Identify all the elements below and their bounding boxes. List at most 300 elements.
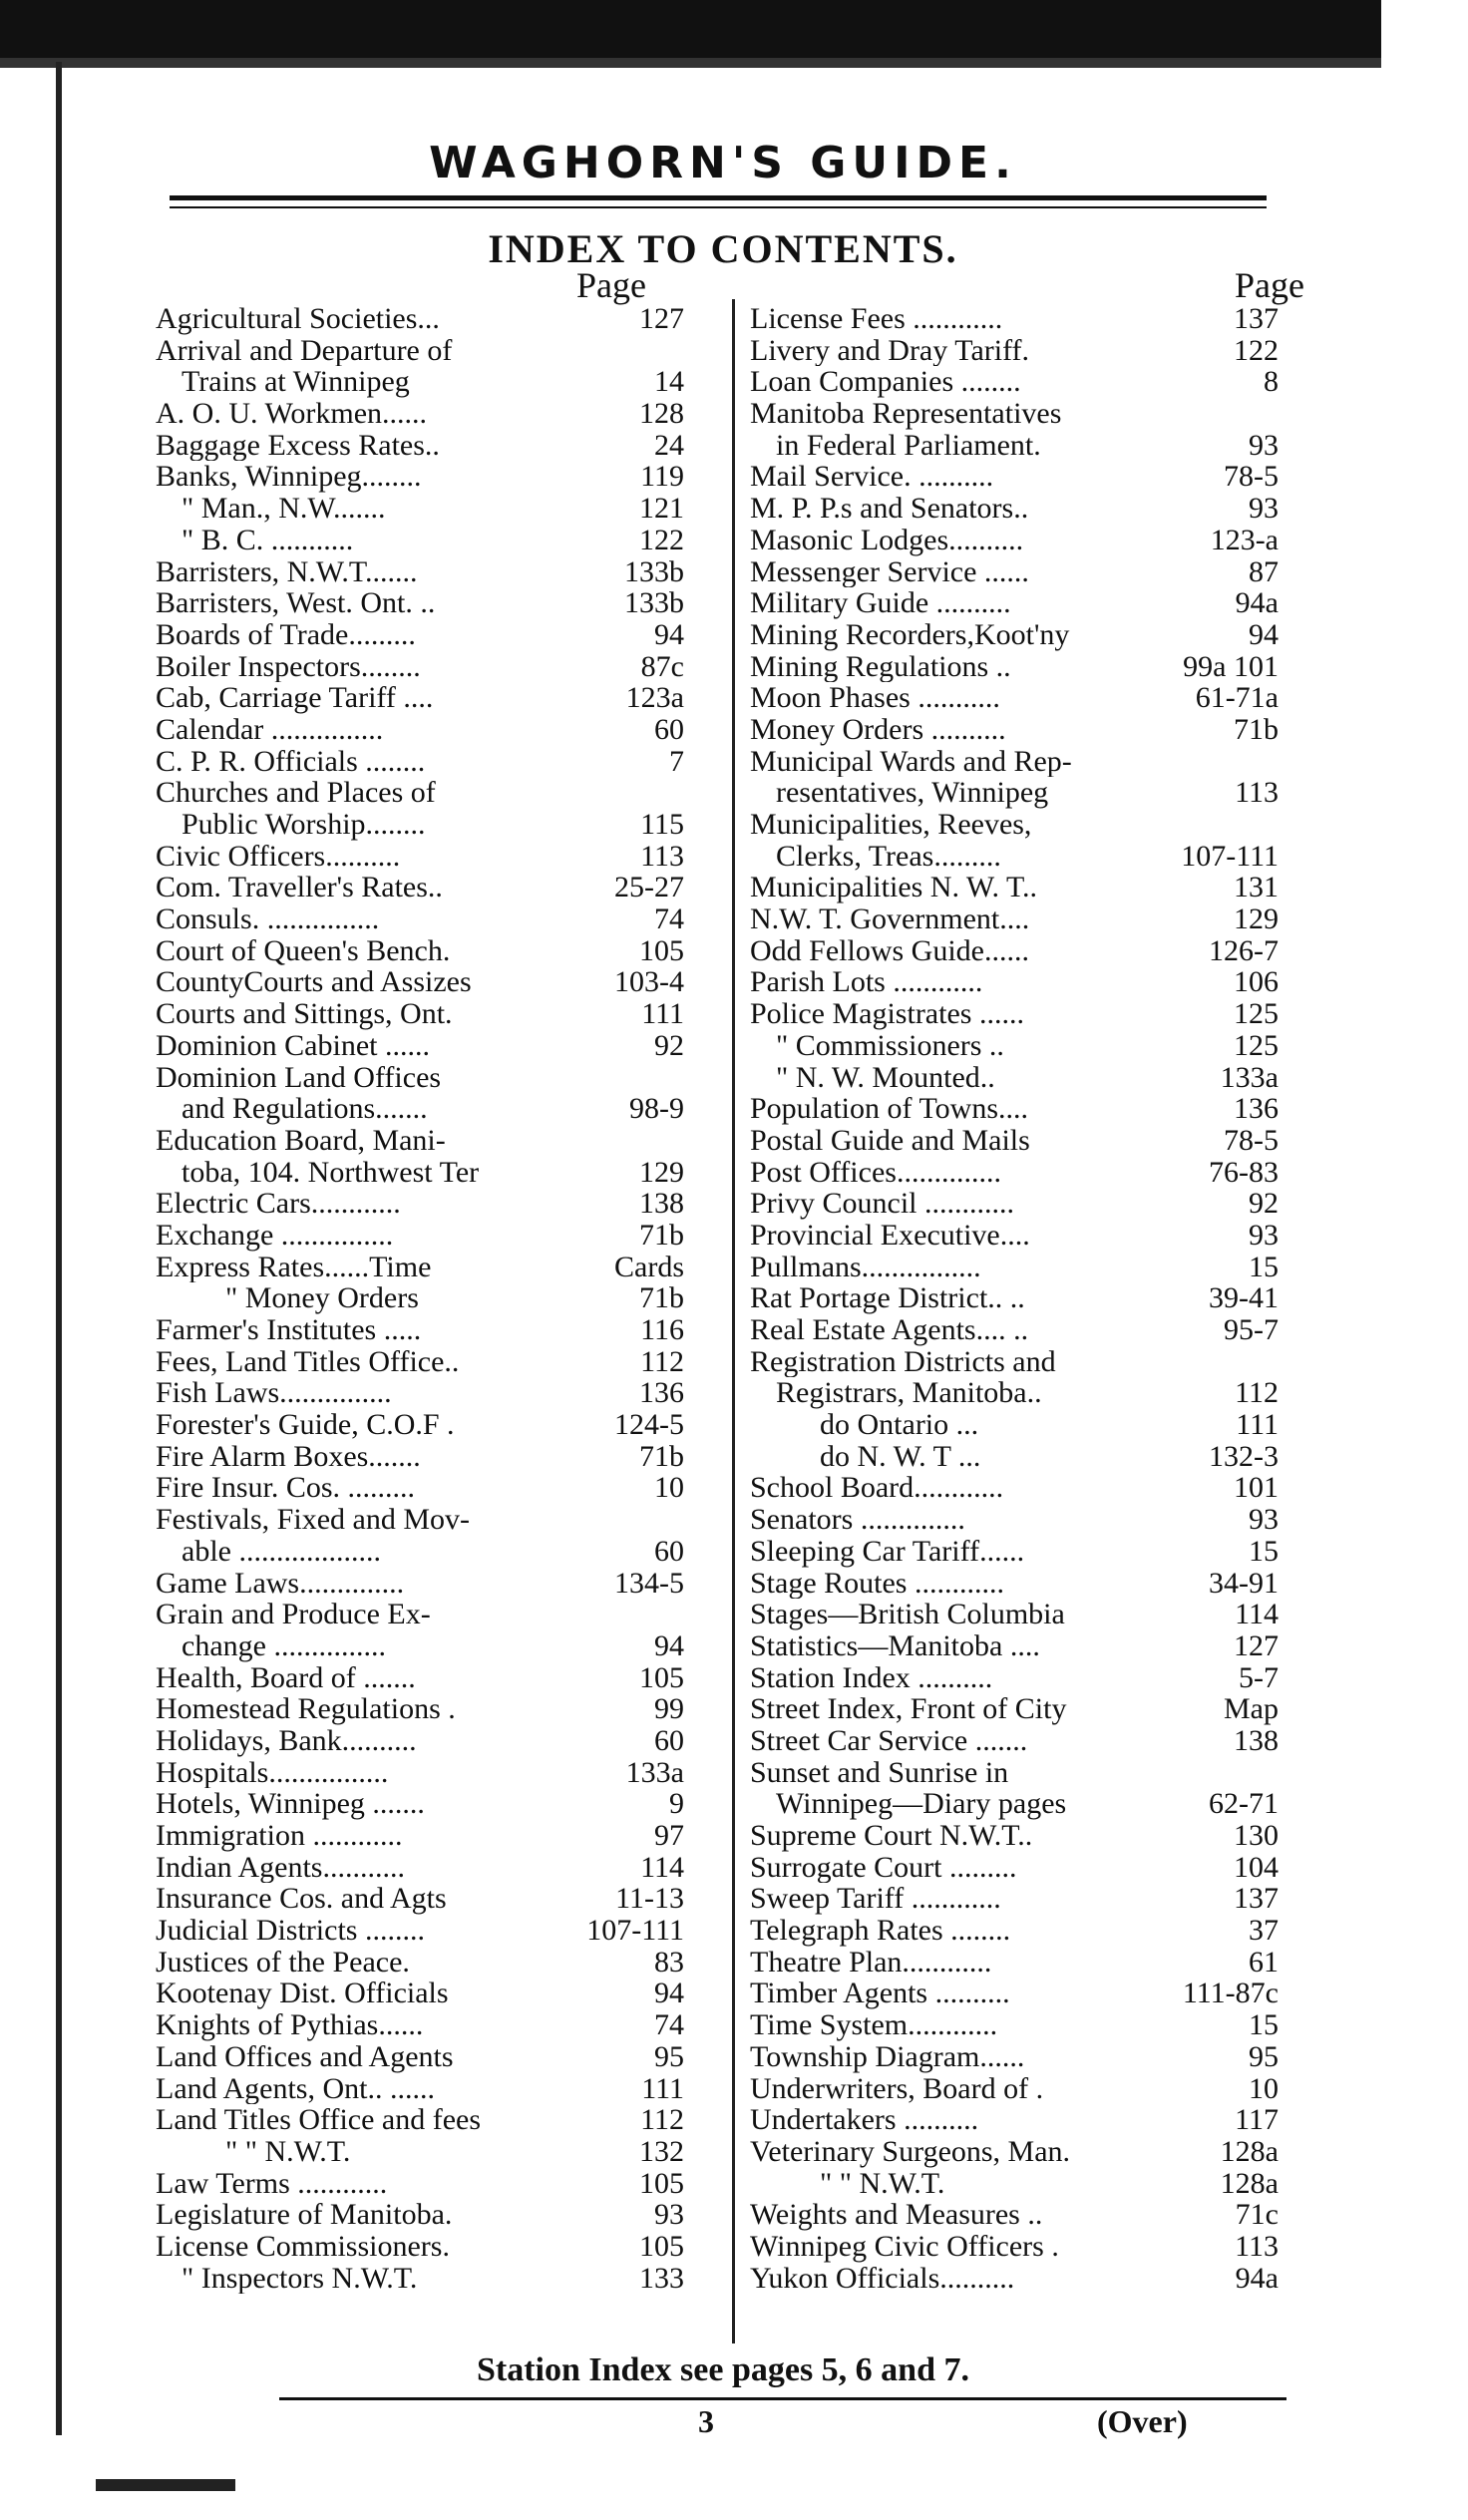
index-entry-title: change ............... — [182, 1629, 386, 1662]
index-entry-title: Winnipeg Civic Officers . — [750, 2230, 1059, 2263]
index-entry — [156, 366, 684, 398]
index-entry-page: 76-83 — [1209, 1155, 1279, 1189]
index-entry-page: 112 — [640, 2103, 684, 2137]
top-border — [0, 0, 1381, 62]
index-entry — [156, 1441, 684, 1473]
index-entry — [156, 1346, 684, 1378]
index-entry-page: 39-41 — [1209, 1281, 1279, 1315]
index-entry — [750, 2263, 1279, 2295]
index-entry — [156, 998, 684, 1030]
index-entry — [750, 1504, 1279, 1536]
index-entry-page: 93 — [1249, 1503, 1279, 1537]
index-entry-page: 123-a — [1210, 523, 1279, 556]
index-entry — [156, 1788, 684, 1820]
index-entry-page: 93 — [1249, 428, 1279, 462]
index-entry — [750, 1820, 1279, 1852]
index-entry-page: 113 — [1235, 776, 1279, 810]
index-entry-title: Rat Portage District.. .. — [750, 1282, 1025, 1314]
index-entry-page: 8 — [1264, 365, 1279, 399]
index-entry-page: Map — [1224, 1692, 1279, 1726]
index-entry-page: 121 — [639, 492, 684, 526]
index-entry-page — [678, 777, 684, 809]
index-entry-page: 122 — [1234, 333, 1279, 367]
index-entry — [156, 966, 684, 998]
index-entry-page: 132 — [639, 2134, 684, 2168]
index-entry — [750, 1062, 1279, 1094]
index-entry-title: Boards of Trade......... — [156, 618, 416, 651]
index-entry-page: 123a — [625, 681, 684, 715]
index-entry-page: 74 — [654, 2008, 684, 2042]
index-entry — [156, 2041, 684, 2073]
index-entry-title: Calendar ............... — [156, 713, 384, 746]
index-entry — [750, 1409, 1279, 1441]
index-entry-title: Mining Recorders,Koot'ny — [750, 618, 1070, 651]
index-entry-page: 114 — [640, 1850, 684, 1884]
index-entry-title: Forester's Guide, C.O.F . — [156, 1409, 455, 1441]
index-entry-title: License Commissioners. — [156, 2230, 450, 2263]
index-entry-title: Municipal Wards and Rep- — [750, 745, 1072, 778]
index-entry-page: 116 — [640, 1313, 684, 1346]
index-entry-title: Mail Service. .......... — [750, 461, 994, 494]
index-entry-page — [1273, 1346, 1279, 1378]
index-entry-title: " N. W. Mounted.. — [776, 1061, 995, 1094]
index-entry — [750, 1568, 1279, 1600]
index-entry-title: Fees, Land Titles Office.. — [156, 1345, 460, 1378]
index-entry — [156, 1282, 684, 1314]
index-entry-title: Land Offices and Agents — [156, 2040, 454, 2073]
index-entry-page: 113 — [640, 839, 684, 873]
index-entry-title: Festivals, Fixed and Mov- — [156, 1504, 470, 1536]
index-entry-page: 125 — [1234, 997, 1279, 1031]
index-entry — [156, 1252, 684, 1283]
index-entry-title: Homestead Regulations . — [156, 1693, 456, 1725]
index-entry-page: 83 — [654, 1945, 684, 1979]
index-entry-page: 9 — [669, 1787, 684, 1821]
index-entry-page: 95 — [654, 2039, 684, 2073]
index-entry — [750, 1282, 1279, 1314]
index-entry-page: 78-5 — [1224, 460, 1279, 494]
index-entry — [156, 2231, 684, 2263]
index-entry-title: Churches and Places of — [156, 777, 436, 809]
index-entry-page: 107-111 — [586, 1914, 684, 1948]
index-entry — [156, 1978, 684, 2009]
index-entry-page: 127 — [639, 302, 684, 335]
index-entry-page: 94 — [654, 617, 684, 651]
index-entry-page: 105 — [639, 933, 684, 967]
index-entry — [156, 1852, 684, 1884]
index-entry-page: 133a — [625, 1755, 684, 1789]
index-entry — [156, 1093, 684, 1125]
index-entry-title: Fire Insur. Cos. ......... — [156, 1472, 416, 1505]
index-entry — [750, 1883, 1279, 1915]
index-entry-title: Sleeping Car Tariff...... — [750, 1535, 1025, 1568]
index-entry-page: 25-27 — [614, 871, 684, 904]
index-entry — [750, 1157, 1279, 1189]
index-entry-title: Post Offices.............. — [750, 1156, 1001, 1189]
index-entry — [156, 1630, 684, 1662]
index-entry — [750, 398, 1279, 430]
index-entry-page: 127 — [1234, 1628, 1279, 1662]
index-entry — [156, 1568, 684, 1600]
index-entry-page: 34-91 — [1209, 1566, 1279, 1600]
index-entry-title: Barristers, N.W.T....... — [156, 555, 418, 588]
index-entry-title: Theatre Plan............ — [750, 1946, 992, 1979]
index-entry-title: Senators .............. — [750, 1504, 965, 1536]
index-entry — [750, 1757, 1279, 1789]
index-entry-title: Holidays, Bank.......... — [156, 1724, 417, 1757]
index-entry-title: Municipalities N. W. T.. — [750, 872, 1038, 904]
index-entry-page: 133b — [624, 586, 684, 620]
index-entry-page: 133b — [624, 554, 684, 588]
index-entry — [750, 1472, 1279, 1504]
index-entry-page: 111-87c — [1182, 1977, 1279, 2010]
index-entry — [156, 2009, 684, 2041]
index-entry — [156, 2136, 684, 2168]
title-rule-thick — [170, 195, 1267, 200]
index-entry-title: Court of Queen's Bench. — [156, 934, 451, 967]
index-entry-title: Fire Alarm Boxes....... — [156, 1440, 421, 1473]
index-entry-page: 98-9 — [629, 1092, 684, 1126]
index-entry-page: 104 — [1234, 1850, 1279, 1884]
index-entry — [750, 1377, 1279, 1409]
index-entry-page: 93 — [1249, 1218, 1279, 1252]
index-entry-title: Pullmans................ — [750, 1251, 981, 1283]
index-entry-page: 15 — [1249, 1534, 1279, 1568]
index-entry — [750, 303, 1279, 335]
index-entry-title: M. P. P.s and Senators.. — [750, 493, 1029, 525]
index-entry-title: CountyCourts and Assizes — [156, 966, 472, 999]
index-entry-title: in Federal Parliament. — [776, 429, 1041, 462]
index-entry-page: 87c — [640, 649, 684, 683]
index-entry-title: Game Laws.............. — [156, 1567, 405, 1600]
index-entry — [750, 2009, 1279, 2041]
index-entry-page: 99 — [654, 1692, 684, 1726]
index-entry-page — [1273, 1757, 1279, 1789]
index-entry — [750, 1788, 1279, 1820]
title-rule-thin — [170, 206, 1267, 208]
index-entry-page: 11-13 — [615, 1882, 684, 1916]
index-entry-title: Street Car Service ....... — [750, 1724, 1028, 1757]
over-label: (Over) — [1097, 2403, 1188, 2439]
index-entry-title: Fish Laws............... — [156, 1377, 392, 1410]
index-entry-page: 60 — [654, 712, 684, 746]
index-entry-page: 134-5 — [614, 1566, 684, 1600]
index-entry — [750, 682, 1279, 714]
index-entry-page: 137 — [1234, 1882, 1279, 1916]
index-entry-page: 71c — [1235, 2198, 1279, 2232]
index-entry-title: able ................... — [182, 1535, 381, 1568]
index-entry-title: Indian Agents........... — [156, 1851, 405, 1884]
index-entry — [750, 619, 1279, 651]
index-entry — [156, 651, 684, 683]
index-entry-title: Banks, Winnipeg........ — [156, 461, 422, 494]
index-entry-page — [678, 1599, 684, 1630]
index-entry-page: 99a 101 — [1183, 649, 1279, 683]
index-entry — [750, 872, 1279, 903]
index-entry-title: " Man., N.W....... — [182, 493, 386, 525]
index-column-left — [156, 267, 684, 2294]
left-border — [56, 62, 62, 2435]
index-entry-title: Judicial Districts ........ — [156, 1915, 425, 1947]
index-entry — [156, 2168, 684, 2200]
top-border-shadow — [0, 58, 1381, 68]
index-entry — [156, 872, 684, 903]
index-entry — [156, 682, 684, 714]
index-entry-title: A. O. U. Workmen...... — [156, 398, 428, 430]
footer-rule — [279, 2397, 1286, 2400]
index-entry-page: 24 — [654, 428, 684, 462]
index-entry-title: Undertakers .......... — [750, 2104, 979, 2136]
index-entry-title: Cab, Carriage Tariff .... — [156, 682, 434, 714]
index-entry-title: Messenger Service ...... — [750, 555, 1029, 588]
index-entry-page: 112 — [1235, 1376, 1279, 1410]
index-heading: INDEX TO CONTENTS. — [488, 226, 958, 271]
index-entry — [156, 841, 684, 873]
index-entry-title: Insurance Cos. and Agts — [156, 1883, 447, 1916]
index-entry — [750, 746, 1279, 778]
index-entry-page: 92 — [654, 1028, 684, 1062]
index-entry-title: Registration Districts and — [750, 1345, 1056, 1378]
index-entry-page: 128a — [1220, 2134, 1279, 2168]
index-entry-title: resentatives, Winnipeg — [776, 777, 1049, 809]
index-entry — [750, 461, 1279, 493]
index-entry-title: License Fees ............ — [750, 303, 1003, 335]
index-entry-title: " Money Orders — [225, 1282, 419, 1314]
index-entry — [156, 1504, 684, 1536]
index-entry — [750, 2104, 1279, 2136]
index-entry-title: Arrival and Departure of — [156, 334, 453, 367]
index-entry — [156, 525, 684, 556]
index-entry-title: Station Index .......... — [750, 1661, 993, 1694]
index-entry — [750, 1346, 1279, 1378]
index-entry-page: 112 — [640, 1344, 684, 1378]
index-entry — [750, 2041, 1279, 2073]
index-entry — [750, 1978, 1279, 2009]
index-entry-title: Statistics—Manitoba .... — [750, 1629, 1040, 1662]
index-entry — [750, 1314, 1279, 1346]
index-entry-title: Baggage Excess Rates.. — [156, 429, 440, 462]
index-entry — [750, 1093, 1279, 1125]
index-entry-title: do Ontario ... — [820, 1409, 979, 1441]
index-entry — [156, 1757, 684, 1789]
index-entry-page: 94 — [654, 1628, 684, 1662]
index-entry-page: 74 — [654, 902, 684, 936]
index-entry — [156, 430, 684, 462]
index-entry-page: 61 — [1249, 1945, 1279, 1979]
index-entry — [750, 809, 1279, 841]
index-entry — [156, 1693, 684, 1725]
index-entry-page: 93 — [1249, 492, 1279, 526]
index-entry-title: Provincial Executive.... — [750, 1219, 1030, 1252]
index-entry-title: Police Magistrates ...... — [750, 998, 1024, 1030]
index-entry-title: Land Titles Office and fees — [156, 2104, 482, 2136]
index-entry-title: Winnipeg—Diary pages — [776, 1788, 1067, 1820]
index-entry-page: 15 — [1249, 1250, 1279, 1283]
index-entry-page: 94 — [1249, 617, 1279, 651]
index-entry-title: Postal Guide and Mails — [750, 1124, 1030, 1157]
index-entry-title: toba, 104. Northwest Ter — [182, 1156, 480, 1189]
index-entry — [750, 366, 1279, 398]
index-entry-title: " " N.W.T. — [225, 2135, 351, 2168]
index-entry-page — [678, 1062, 684, 1094]
page-column-header: Page — [576, 265, 646, 305]
index-entry-page: 94a — [1235, 2261, 1279, 2295]
index-entry — [750, 2168, 1279, 2200]
index-entry-page: 7 — [669, 744, 684, 778]
index-entry-page: 60 — [654, 1534, 684, 1568]
index-entry — [156, 1377, 684, 1409]
index-entry-title: Supreme Court N.W.T.. — [750, 1820, 1033, 1852]
index-entry — [156, 1820, 684, 1852]
index-entry-page: 62-71 — [1209, 1787, 1279, 1821]
index-entry-page: 60 — [654, 1723, 684, 1757]
index-entry-title: Legislature of Manitoba. — [156, 2199, 453, 2231]
index-entry-page: 133 — [639, 2261, 684, 2295]
index-entry-page: 105 — [639, 2166, 684, 2200]
index-entry-title: Timber Agents .......... — [750, 1978, 1010, 2010]
index-entry — [750, 1947, 1279, 1979]
index-entry — [156, 809, 684, 841]
index-entry-page — [678, 1504, 684, 1536]
index-entry — [156, 1662, 684, 1694]
index-entry-title: Yukon Officials.......... — [750, 2262, 1015, 2295]
index-entry — [156, 2263, 684, 2295]
index-entry-page: 111 — [641, 997, 684, 1031]
index-entry — [750, 1252, 1279, 1283]
index-entry — [750, 1852, 1279, 1884]
index-entry-page: 87 — [1249, 554, 1279, 588]
index-entry — [750, 841, 1279, 873]
index-entry — [750, 903, 1279, 935]
index-entry-page: 128a — [1220, 2166, 1279, 2200]
index-entry-page — [678, 1125, 684, 1157]
index-entry-title: " Inspectors N.W.T. — [182, 2262, 418, 2295]
index-entry — [156, 303, 684, 335]
index-entry-title: do N. W. T ... — [820, 1440, 981, 1473]
index-entry — [156, 1188, 684, 1220]
index-entry-title: Clerks, Treas......... — [776, 840, 1001, 873]
index-entry-title: Consuls. ............... — [156, 903, 380, 935]
index-entry — [156, 1062, 684, 1094]
index-entry-page: 71b — [1234, 712, 1279, 746]
index-entry — [750, 525, 1279, 556]
index-entry — [750, 714, 1279, 746]
station-index-note: Station Index see pages 5, 6 and 7. — [476, 2351, 969, 2388]
index-entry-page: 119 — [640, 460, 684, 494]
index-entry — [750, 335, 1279, 367]
index-entry — [156, 1947, 684, 1979]
index-entry — [156, 1599, 684, 1630]
index-entry-title: Parish Lots ............ — [750, 966, 983, 999]
index-entry-page — [678, 335, 684, 367]
index-entry-title: Surrogate Court ......... — [750, 1851, 1017, 1884]
index-entry-page: 117 — [1235, 2103, 1279, 2137]
index-entry-page: 126-7 — [1209, 933, 1279, 967]
index-entry — [156, 587, 684, 619]
index-entry-page: 129 — [639, 1155, 684, 1189]
index-entry — [156, 493, 684, 525]
index-entry-title: Stage Routes ............ — [750, 1567, 1004, 1600]
index-entry-title: Underwriters, Board of . — [750, 2072, 1044, 2105]
print-smudge — [96, 2479, 235, 2491]
index-entry-title: Kootenay Dist. Officials — [156, 1978, 449, 2010]
index-entry-page: 111 — [641, 2071, 684, 2105]
index-entry-title: Courts and Sittings, Ont. — [156, 998, 453, 1030]
index-entry-page: 114 — [1235, 1598, 1279, 1631]
index-entry-page: 10 — [1249, 2071, 1279, 2105]
index-entry-page: 71b — [639, 1439, 684, 1473]
index-entry-page: 14 — [654, 365, 684, 399]
index-entry — [750, 1220, 1279, 1252]
index-entry — [156, 2199, 684, 2231]
index-entry-title: Dominion Cabinet ...... — [156, 1029, 430, 1062]
index-entry-page: 105 — [639, 1660, 684, 1694]
index-entry-page: 113 — [1235, 2229, 1279, 2263]
index-entry-title: Dominion Land Offices — [156, 1061, 442, 1094]
page-number: 3 — [698, 2403, 714, 2439]
index-entry — [156, 2104, 684, 2136]
index-entry-page: 125 — [1234, 1028, 1279, 1062]
index-entry-title: Electric Cars............ — [156, 1188, 401, 1220]
index-entry-page: 94a — [1235, 586, 1279, 620]
index-entry-title: Civic Officers.......... — [156, 840, 401, 873]
index-entry-title: Justices of the Peace. — [156, 1946, 410, 1979]
index-entry-page: 128 — [639, 397, 684, 431]
index-entry-title: " " N.W.T. — [820, 2167, 945, 2200]
index-entry-title: Livery and Dray Tariff. — [750, 334, 1030, 367]
index-entry — [156, 1157, 684, 1189]
index-entry-page: 130 — [1234, 1819, 1279, 1852]
index-entry-page: 95-7 — [1224, 1313, 1279, 1346]
index-entry-page: 107-111 — [1181, 839, 1279, 873]
index-entry-title: Manitoba Representatives — [750, 398, 1062, 430]
index-entry — [750, 1441, 1279, 1473]
index-entry-title: Mining Regulations .. — [750, 650, 1011, 683]
column-divider — [732, 299, 735, 2343]
index-entry-title: " B. C. ........... — [182, 524, 354, 556]
index-entry-title: Telegraph Rates ........ — [750, 1915, 1011, 1947]
index-entry-title: Odd Fellows Guide...... — [750, 934, 1029, 967]
index-entry — [750, 1662, 1279, 1694]
index-entry — [156, 714, 684, 746]
index-entry-title: Knights of Pythias...... — [156, 2009, 424, 2041]
index-entry — [156, 746, 684, 778]
index-entry-page: 133a — [1220, 1060, 1279, 1094]
index-entry-title: School Board............ — [750, 1472, 1004, 1505]
index-entry-title: " Commissioners .. — [776, 1029, 1004, 1062]
index-entry-title: Military Guide .......... — [750, 587, 1011, 619]
index-entry-title: Privy Council ............ — [750, 1188, 1015, 1220]
index-entry — [750, 651, 1279, 683]
index-entry-page: 71b — [639, 1281, 684, 1315]
index-entry-title: Moon Phases ........... — [750, 682, 1000, 714]
index-entry-title: Immigration ............ — [156, 1820, 403, 1852]
index-entry-title: Express Rates......Time — [156, 1251, 432, 1283]
index-entry-title: Population of Towns.... — [750, 1093, 1029, 1125]
index-entry-title: Barristers, West. Ont. .. — [156, 587, 436, 619]
index-entry-title: Registrars, Manitoba.. — [776, 1377, 1042, 1410]
index-entry — [750, 935, 1279, 967]
index-entry — [156, 335, 684, 367]
index-entry — [750, 2231, 1279, 2263]
index-entry-page — [1273, 398, 1279, 430]
index-entry — [750, 1693, 1279, 1725]
index-entry-page: 106 — [1234, 965, 1279, 999]
index-entry-page: 137 — [1234, 302, 1279, 335]
index-entry — [750, 1915, 1279, 1947]
index-entry — [156, 556, 684, 588]
index-entry-title: Land Agents, Ont.. ...... — [156, 2072, 435, 2105]
